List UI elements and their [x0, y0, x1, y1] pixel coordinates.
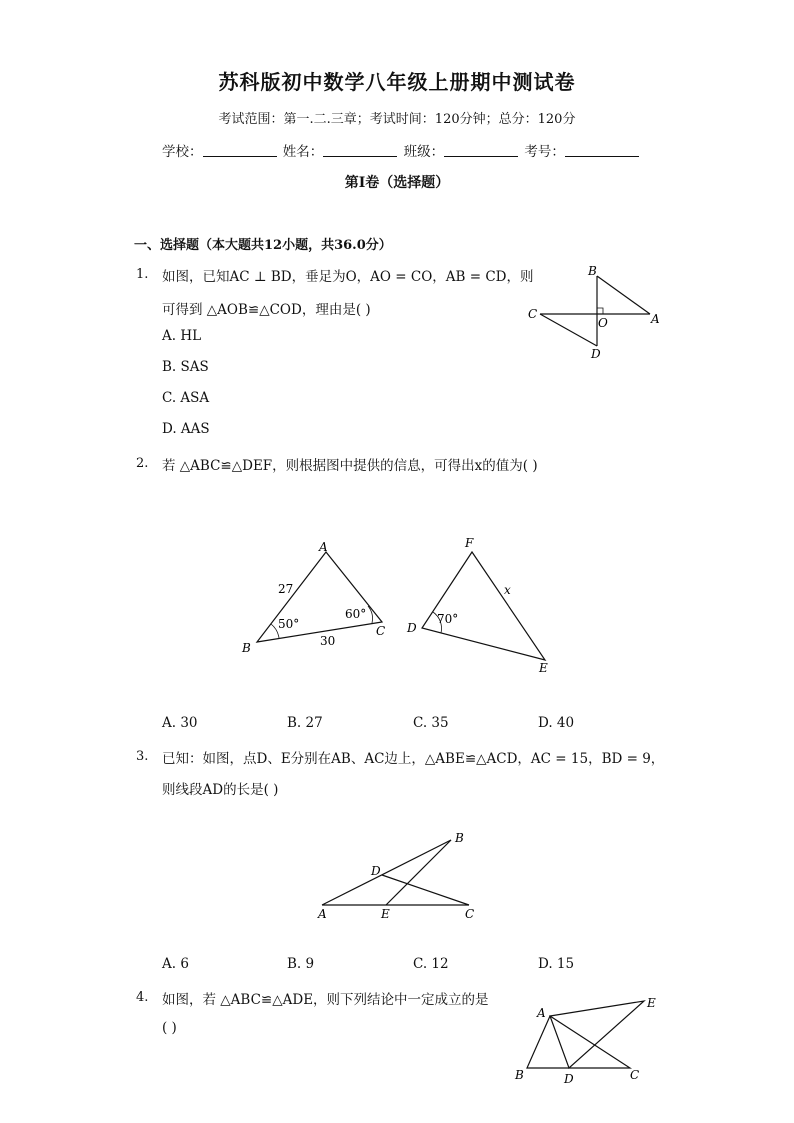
question-1-option-c[interactable]: C. ASA [162, 390, 210, 406]
question-1-option-a[interactable]: A. HL [162, 328, 202, 344]
side-ab-length: 27 [278, 582, 294, 596]
side-fe-unknown: x [504, 583, 511, 597]
label-c: C [630, 1068, 640, 1082]
question-3-option-b[interactable]: B. 9 [287, 956, 315, 972]
question-3-line-1: 已知：如图，点D、E分别在AB、AC边上，△ABE≌△ACD，AC = 15，BD = 9， [162, 751, 665, 767]
label-d: D [564, 1072, 574, 1086]
exam-title: 苏科版初中数学八年级上册期中测试卷 [218, 70, 576, 94]
segment-ab [322, 840, 451, 905]
label-e: E [381, 907, 390, 921]
student-info-line [162, 140, 641, 160]
exam-number-blank[interactable] [565, 144, 639, 157]
label-c: C [376, 624, 386, 638]
label-f: F [465, 536, 474, 550]
question-2-option-c[interactable]: C. 35 [413, 715, 449, 731]
label-e: E [647, 996, 656, 1010]
label-b: B [588, 264, 597, 278]
question-2-number: 2. [136, 456, 149, 471]
question-2-option-a[interactable]: A. 30 [162, 715, 198, 731]
question-2-option-b[interactable]: B. 27 [287, 715, 323, 731]
question-4-figure [508, 990, 668, 1086]
section-title: 一、选择题（本大题共12小题，共36.0分） [134, 238, 392, 253]
label-a: A [318, 907, 327, 921]
label-b: B [242, 641, 251, 655]
segment-cd [540, 314, 597, 346]
exam-number-label: 考号： [524, 144, 565, 160]
school-label: 学校： [162, 144, 203, 160]
label-a: A [651, 312, 660, 326]
question-2-figure [230, 530, 570, 680]
name-label: 姓名： [282, 144, 324, 160]
class-label: 班级： [403, 144, 445, 160]
segment-ba [597, 276, 650, 314]
question-1-line-1: 如图，已知AC ⊥ BD，垂足为O，AO = CO，AB = CD，则 [162, 269, 534, 285]
segment-dc [382, 875, 469, 905]
question-2-line-1: 若 △ABC≌△DEF，则根据图中提供的信息，可得出x的值为( ) [162, 458, 538, 474]
side-bc-length: 30 [320, 634, 336, 648]
angle-b-value: 50° [278, 617, 300, 631]
label-d: D [591, 347, 601, 361]
angle-c-value: 60° [345, 607, 367, 621]
label-o: O [598, 316, 608, 330]
label-b: B [515, 1068, 524, 1082]
label-c: C [528, 307, 538, 321]
part-title: 第I卷（选择题） [344, 175, 450, 191]
name-blank[interactable] [323, 144, 397, 157]
label-a: A [537, 1006, 546, 1020]
label-c: C [465, 907, 475, 921]
question-3-line-2: 则线段AD的长是( ) [162, 782, 279, 798]
question-1-option-b[interactable]: B. SAS [162, 359, 209, 375]
question-4-number: 4. [136, 990, 149, 1005]
angle-d-value: 70° [437, 612, 459, 626]
right-angle-mark [597, 308, 603, 314]
school-blank[interactable] [203, 144, 277, 157]
question-3-figure [310, 826, 490, 922]
question-4-line-2: ( ) [162, 1020, 177, 1036]
question-3-number: 3. [136, 749, 149, 764]
question-1-figure [520, 258, 670, 366]
triangle-def [422, 552, 545, 660]
question-2-option-d[interactable]: D. 40 [538, 715, 575, 731]
exam-subtitle: 考试范围：第一.二.三章；考试时间：120分钟；总分：120分 [218, 112, 576, 127]
question-3-option-c[interactable]: C. 12 [413, 956, 449, 972]
question-1-number: 1. [136, 267, 149, 282]
question-4-line-1: 如图，若 △ABC≌△ADE，则下列结论中一定成立的是 [162, 992, 489, 1008]
label-b: B [455, 831, 464, 845]
question-1-line-2: 可得到 △AOB≌△COD，理由是( ) [162, 302, 371, 318]
label-e: E [539, 661, 548, 675]
question-3-option-d[interactable]: D. 15 [538, 956, 575, 972]
label-a: A [319, 540, 328, 554]
question-3-option-a[interactable]: A. 6 [162, 956, 189, 972]
label-d: D [407, 621, 417, 635]
label-d: D [371, 864, 381, 878]
triangle-ade [550, 1001, 644, 1068]
class-blank[interactable] [444, 144, 518, 157]
question-1-option-d[interactable]: D. AAS [162, 421, 210, 437]
